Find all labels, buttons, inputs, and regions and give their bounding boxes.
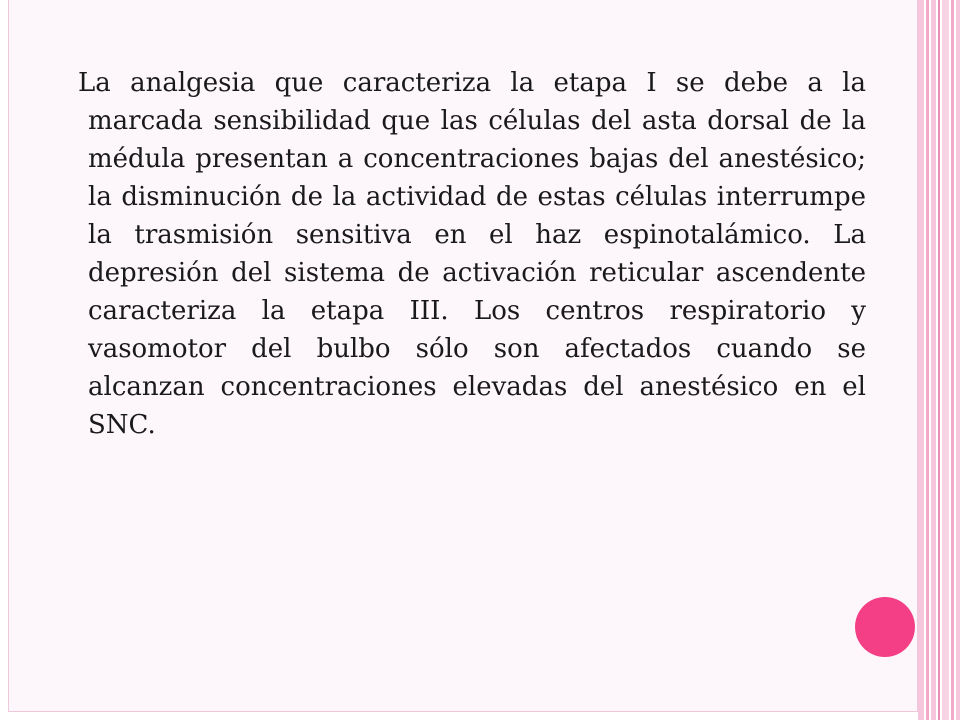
stripe bbox=[951, 0, 954, 720]
stripe bbox=[918, 0, 924, 720]
stripe bbox=[956, 0, 960, 720]
slide-body-paragraph: La analgesia que caracteriza la etapa I se debe a la marcada sensibilidad que las células del asta dorsal de la médula presentan a concentraciones bajas del anestésico; la disminución de la actividad de estas células interrumpe la trasmisión sensitiva en el haz espinotalámico. La depresión del sistema de activación reticular ascendente caracteriza la etapa III. Los centros respiratorio y vasomotor del bulbo sólo son afectados cuando se alcanzan concentraciones elevadas del anestésico en el SNC. bbox=[78, 68, 866, 440]
stripe bbox=[931, 0, 936, 720]
stripe bbox=[942, 0, 949, 720]
accent-circle bbox=[855, 597, 915, 657]
stripe bbox=[926, 0, 929, 720]
stripe bbox=[938, 0, 940, 720]
decorative-stripes bbox=[918, 0, 960, 720]
